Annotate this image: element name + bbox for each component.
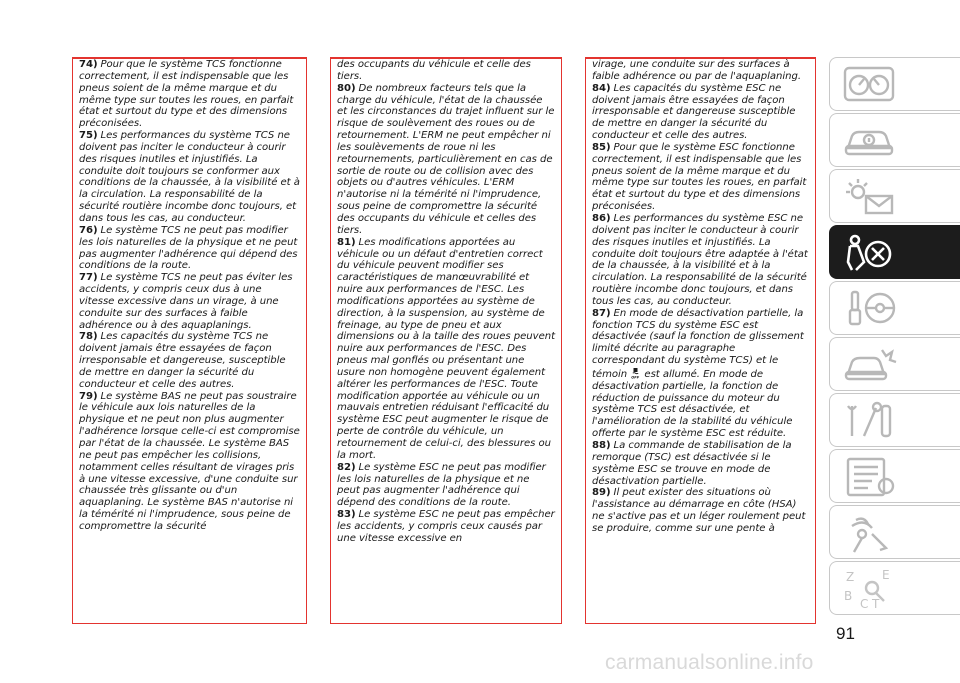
page-number: 91 xyxy=(836,624,855,643)
warning-paragraph xyxy=(79,130,300,225)
warning-paragraph xyxy=(337,83,555,237)
tools-icon xyxy=(842,400,898,442)
text-column-1 xyxy=(72,57,307,624)
warning-paragraph xyxy=(79,272,300,331)
note-number: 80) xyxy=(337,82,356,94)
tab-media-connect[interactable] xyxy=(829,505,960,559)
note-number: 77) xyxy=(79,272,98,284)
tab-tools[interactable] xyxy=(829,393,960,447)
note-text: En mode de désactivation partielle, la fonction TCS du système ESC est désactivée (sauf la fonction de glissement limité décrite au paragraphe correspondant du système TCS) et le témoin xyxy=(592,307,804,380)
note-text: Le système TCS ne peut pas éviter les accidents, y compris ceux dus à une vitesse excessive dans un virage, à une conduite sur des surfaces à faible adhérence ou à des aquaplanings. xyxy=(79,272,293,331)
note-text: Le système ESC ne peut pas modifier les lois naturelles de la physique et ne peut pas augmenter l'adhérence qui dépend des conditions de la route. xyxy=(337,461,546,509)
alphabet-index-icon xyxy=(842,568,898,610)
tab-dashboard[interactable] xyxy=(829,57,960,111)
text-column-3 xyxy=(585,57,816,624)
index-letter-z: Z xyxy=(846,570,855,584)
note-number: 86) xyxy=(592,212,611,224)
warning-paragraph xyxy=(592,308,809,440)
note-text: des occupants du véhicule et celle des tiers. xyxy=(337,59,531,82)
note-number: 83) xyxy=(337,509,356,521)
warning-paragraph xyxy=(337,462,555,509)
dashboard-icon xyxy=(842,64,898,106)
tab-steering-key[interactable] xyxy=(829,281,960,335)
note-number: 82) xyxy=(337,461,356,473)
note-text: Pour que le système ESC fonctionne correctement, il est indispensable que les pneus soient de la même marque et du même type sur toutes les roues, en parfait état et surtout du type et des dimensions préconisées. xyxy=(592,141,807,213)
tab-lights-message[interactable] xyxy=(829,169,960,223)
note-text: Les capacités du système ESC ne doivent jamais être essayées de façon irresponsable et dangereuse susceptible de mettre en danger la sécurité du conducteur et celle des autres. xyxy=(592,82,796,142)
note-text: Il peut exister des situations où l'assistance au démarrage en côte (HSA) ne s'active pas et un léger roulement peut se produire, comme sur une pente à xyxy=(592,487,806,534)
note-text: Le système TCS ne peut pas modifier les lois naturelles de la physique et ne peut pas augmenter l'adhérence qui dépend des conditions de la route. xyxy=(79,224,298,272)
note-number: 87) xyxy=(592,307,611,319)
watermark: carmanualsonline.info xyxy=(605,651,814,674)
index-letter-b: B xyxy=(844,589,853,603)
tab-specs-sheet[interactable] xyxy=(829,449,960,503)
note-number: 81) xyxy=(337,236,356,248)
index-letter-t: T xyxy=(872,597,880,610)
note-text: Les modifications apportées au véhicule ou un défaut d'entretien correct du véhicule peuvent modifier ses caractéristiques de manœuvrabilité et nuire aux performances de l'ESC. Les modifications apportées au système de direction, à la suspension, au système de freinage, au type de pneu et aux dimensions ou à la taille des roues peuvent nuire aux performances de l'ESC. Des pneus mal gonflés ou présentant une usure non homogène peuvent également altérer les performances de l'ESC. Toute modification apportée au véhicule ou un mauvais entretien réduisant l'efficacité du système ESC peut augmenter le risque de perte de contrôle du véhicule, un retournement de celui-ci, des blessures ou la mort. xyxy=(337,236,555,461)
note-number: 84) xyxy=(592,82,611,94)
warning-paragraph xyxy=(592,83,809,142)
note-text-continued: est allumé. En mode de désactivation partielle, la fonction de réduction de puissance du moteur du système TCS est désactivée, et l'amélioration de la stabilité du véhicule offerte par le système ESC est réduite. xyxy=(592,368,793,440)
note-text: virage, une conduite sur des surfaces à faible adhérence ou par de l'aquaplaning. xyxy=(592,59,801,82)
note-text: La commande de stabilisation de la remorque (TSC) est désactivée si le système ESC se trouve en mode de désactivation partielle. xyxy=(592,440,792,487)
tab-car-crash[interactable] xyxy=(829,337,960,391)
warning-paragraph xyxy=(592,59,809,83)
warning-paragraph xyxy=(592,142,809,213)
specs-sheet-icon xyxy=(842,456,898,498)
text-column-2 xyxy=(330,57,562,624)
warning-paragraph xyxy=(592,440,809,487)
warning-paragraph xyxy=(79,391,300,533)
esc-off-warning-light-icon xyxy=(631,367,640,379)
note-number: 75) xyxy=(79,130,98,142)
warning-paragraph xyxy=(79,331,300,390)
warning-paragraph xyxy=(592,213,809,308)
warning-paragraph xyxy=(79,225,300,272)
lights-message-icon xyxy=(842,176,898,218)
note-text: Pour que le système TCS fonctionne correctement, il est indispensable que les pneus soient de la même marque et du même type sur toutes les roues, en parfait état et surtout du type et des dimensions préconisées. xyxy=(79,59,294,130)
note-text: De nombreux facteurs tels que la charge du véhicule, l'état de la chaussée et les circonstances du trajet influent sur le risque de soulèvement des roues ou de retournement. L'ERM ne peut empêcher ni les soulèvements de roue ni les retournements, particulièrement en cas de sortie de route ou de collision avec des objets ou d'autres véhicules. L'ERM n'autorise ni la témérité ni l'imprudence, sous peine de compromettre la sécurité des occupants du véhicule et celles des tiers. xyxy=(337,82,555,236)
warning-paragraph xyxy=(79,59,300,130)
media-connect-icon xyxy=(842,512,898,554)
car-info-icon xyxy=(842,120,898,162)
warning-paragraph xyxy=(337,59,555,83)
airbag-safety-icon xyxy=(842,232,898,274)
tab-car-info[interactable] xyxy=(829,113,960,167)
car-crash-icon xyxy=(842,344,898,386)
note-text: Le système ESC ne peut pas empêcher les accidents, y compris ceux causés par une vitesse excessive en xyxy=(337,509,555,544)
note-number: 78) xyxy=(79,331,98,343)
icon-off-label: OFF xyxy=(631,375,640,379)
note-text: Le système BAS ne peut pas soustraire le véhicule aux lois naturelles de la physique et ne peut non plus augmenter l'adhérence lorsque celle-ci est compromise par l'état de la chaussée. Le système BAS ne peut pas empêcher les collisions, notamment celles résultant de virages pris à une vitesse excessive, d'une conduite sur chaussée très glissante ou d'un aquaplaning. Le système BAS n'autorise ni la témérité ni l'imprudence, sous peine de compromettre la sécurité xyxy=(79,390,300,532)
warning-paragraph xyxy=(337,237,555,462)
note-number: 79) xyxy=(79,390,98,402)
note-number: 88) xyxy=(592,440,611,451)
tab-airbag-safety[interactable] xyxy=(829,225,960,279)
note-text: Les capacités du système TCS ne doivent jamais être essayées de façon irresponsable et dangereuse, susceptible de mettre en danger la sécurité du conducteur et celle des autres. xyxy=(79,331,286,390)
warning-paragraph xyxy=(337,509,555,545)
note-text: Les performances du système TCS ne doivent pas inciter le conducteur à courir des risques inutiles et injustifiés. La conduite doit toujours se conformer aux conditions de la chaussée, à la visibilité et à la circulation. La responsabilité de la sécurité routière incombe donc toujours, et dans tous les cas, au conducteur. xyxy=(79,130,300,224)
index-letter-e: E xyxy=(882,568,890,582)
note-number: 89) xyxy=(592,487,611,499)
warning-paragraph xyxy=(592,487,809,534)
steering-key-icon xyxy=(842,288,898,330)
tab-alphabet-index[interactable] xyxy=(829,561,960,615)
note-number: 74) xyxy=(79,59,98,70)
note-text: Les performances du système ESC ne doivent pas inciter le conducteur à courir des risques inutiles et injustifiés. La conduite doit toujours être adaptée à l'état de la chaussée, à la visibilité et à la circulation. La responsabilité de la sécurité routière incombe donc toujours, et dans tous les cas, au conducteur. xyxy=(592,212,808,307)
index-letter-c: C xyxy=(860,597,869,610)
note-number: 76) xyxy=(79,224,98,236)
note-number: 85) xyxy=(592,141,611,153)
